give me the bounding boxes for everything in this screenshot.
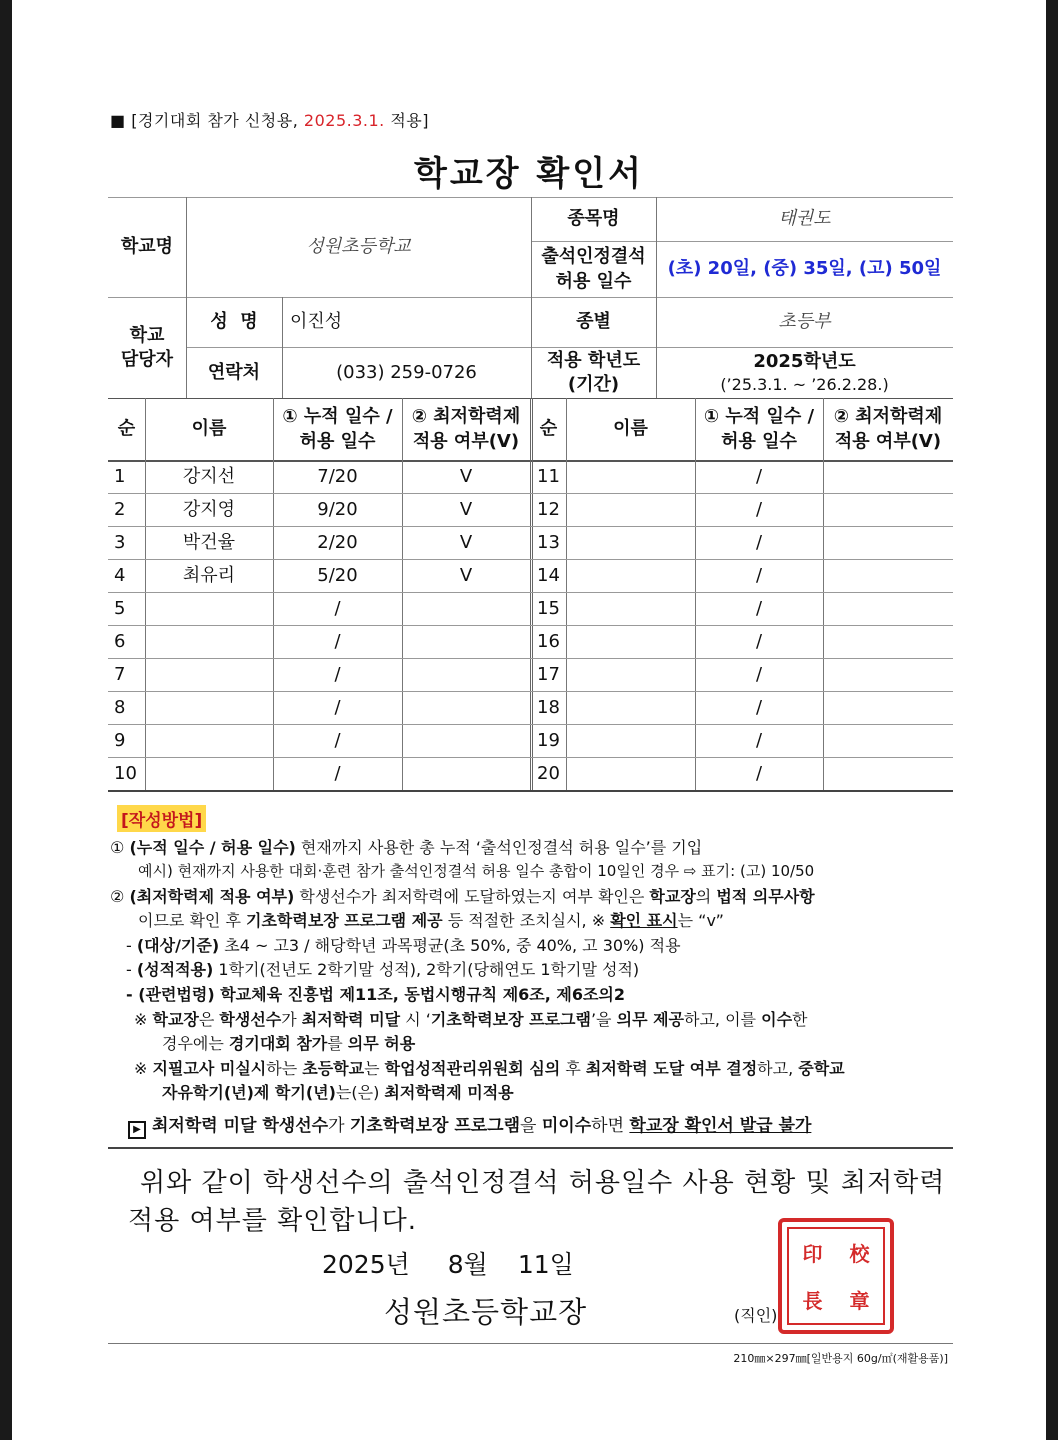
student-check-cell xyxy=(823,527,953,559)
student-no-cell: 10 xyxy=(114,762,137,784)
student-days-cell: / xyxy=(755,630,763,652)
student-check-cell xyxy=(823,461,953,493)
student-name-cell xyxy=(566,758,695,790)
staff-name-label: 성 명 xyxy=(210,311,258,333)
student-name-cell xyxy=(145,659,273,691)
student-name-cell xyxy=(566,461,695,493)
student-check-cell xyxy=(402,626,530,658)
confirm-text-line-1: 위와 같이 학생선수의 출석인정결석 허용일수 사용 현황 및 최저학력 xyxy=(140,1168,946,1198)
student-check-cell xyxy=(402,593,530,625)
student-check-cell: V xyxy=(459,531,473,553)
official-seal xyxy=(778,1218,894,1334)
staff-label: 학교 담당자 xyxy=(120,324,174,370)
guide-warning: ▶ 최저학력 미달 학생선수가 기초학력보장 프로그램을 미이수하면 학교장 확인서 발급 불가 xyxy=(128,1115,811,1139)
student-days-cell: 7/20 xyxy=(317,465,358,487)
guide-note-1: ① (누적 일수 / 허용 일수) 현재까지 사용한 총 누적 ‘출석인정결석 허용 일수’를 기입 xyxy=(110,838,703,857)
student-no-cell: 17 xyxy=(537,663,560,685)
col-header-no: 순 xyxy=(117,418,136,440)
student-check-cell: V xyxy=(459,465,473,487)
student-check-cell xyxy=(402,758,530,790)
col-header-min-academic: ② 최저학력제 적용 여부(V) xyxy=(833,406,943,452)
division-value: 초등부 xyxy=(778,311,831,333)
student-no-cell: 16 xyxy=(537,630,560,652)
col-header-days: ① 누적 일수 / 허용 일수 xyxy=(703,406,815,452)
student-check-cell xyxy=(823,626,953,658)
student-no-cell: 12 xyxy=(537,498,560,520)
seal-char: 長 xyxy=(802,1289,823,1313)
student-name-cell xyxy=(145,692,273,724)
guide-special-2: ※ 지필고사 미실시하는 초등학교는 학업성적관리위원회 심의 후 최저학력 도달 여부 결정하고, 중학교 xyxy=(134,1059,845,1078)
student-name-cell xyxy=(566,692,695,724)
student-no-cell: 13 xyxy=(537,531,560,553)
arrow-box-icon: ▶ xyxy=(128,1121,146,1139)
student-name-cell xyxy=(145,626,273,658)
allowed-days-label: 출석인정결석 허용 일수 xyxy=(541,246,646,292)
student-days-cell: / xyxy=(755,663,763,685)
student-no-cell: 6 xyxy=(114,630,126,652)
student-days-cell: / xyxy=(334,729,341,751)
student-days-cell: / xyxy=(755,597,763,619)
col-header-days: ① 누적 일수 / 허용 일수 xyxy=(282,406,393,452)
col-header-no: 순 xyxy=(539,418,558,440)
student-check-cell xyxy=(823,692,953,724)
student-no-cell: 2 xyxy=(114,498,126,520)
guide-special-1-cont: 경우에는 경기대회 참가를 의무 허용 xyxy=(162,1034,416,1053)
guide-special-2-cont: 자유학기(년)제 학기(년)는(은) 최저학력제 미적용 xyxy=(162,1083,514,1102)
col-header-min-academic: ② 최저학력제 적용 여부(V) xyxy=(411,406,521,452)
student-name-cell: 최유리 xyxy=(182,564,236,586)
student-name-cell xyxy=(566,626,695,658)
student-check-cell xyxy=(823,725,953,757)
guide-target: - (대상/기준) 초4 ~ 고3 / 해당학년 과목평균(초 50%, 중 40%, 고 30%) 적용 xyxy=(126,936,681,955)
guide-note-2: ② (최저학력제 적용 여부) 학생선수가 최저학력에 도달하였는지 여부 확인은 학교장의 법적 의무사항 xyxy=(110,887,815,906)
student-days-cell: 9/20 xyxy=(317,498,358,520)
student-no-cell: 14 xyxy=(537,564,560,586)
student-check-cell xyxy=(823,758,953,790)
student-name-cell xyxy=(566,593,695,625)
student-check-cell: V xyxy=(459,498,473,520)
student-no-cell: 5 xyxy=(114,597,126,619)
student-check-cell xyxy=(402,692,530,724)
student-days-cell: / xyxy=(755,696,763,718)
student-name-cell xyxy=(566,527,695,559)
school-name-label: 학교명 xyxy=(120,236,174,258)
student-name-cell xyxy=(145,725,273,757)
seal-label: (직인) xyxy=(734,1306,778,1325)
student-days-cell: / xyxy=(334,696,341,718)
document-title: 학교장 확인서 xyxy=(414,154,644,194)
guide-law: - (관련법령) 학교체육 진흥법 제11조, 동법시행규칙 제6조, 제6조의2 xyxy=(126,985,626,1004)
student-days-cell: / xyxy=(755,531,763,553)
seal-char: 校 xyxy=(849,1242,870,1266)
division-label: 종별 xyxy=(576,311,611,333)
student-check-cell xyxy=(823,560,953,592)
student-days-cell: / xyxy=(334,663,341,685)
school-year-label: 적용 학년도 (기간) xyxy=(546,349,641,395)
student-days-cell: / xyxy=(334,597,341,619)
student-check-cell: V xyxy=(459,564,473,586)
contact-label: 연락처 xyxy=(207,361,261,383)
confirm-text-line-2: 적용 여부를 확인합니다. xyxy=(128,1206,417,1236)
student-check-cell xyxy=(402,659,530,691)
guide-grade-apply: - (성적적용) 1학기(전년도 2학기말 성적), 2학기(당해연도 1학기말 성적) xyxy=(126,960,640,979)
sport-label: 종목명 xyxy=(567,208,620,230)
col-header-name: 이름 xyxy=(613,418,648,440)
sport-value: 태권도 xyxy=(778,208,831,230)
student-no-cell: 18 xyxy=(537,696,560,718)
student-days-cell: / xyxy=(755,465,763,487)
seal-char: 章 xyxy=(849,1289,870,1313)
guide-title: [작성방법] xyxy=(117,805,206,832)
student-no-cell: 7 xyxy=(114,663,126,685)
student-days-cell: / xyxy=(755,762,763,784)
student-name-cell xyxy=(566,494,695,526)
student-name-cell xyxy=(566,560,695,592)
student-name-cell: 박건율 xyxy=(182,531,236,553)
student-name-cell xyxy=(566,725,695,757)
student-name-cell xyxy=(145,593,273,625)
student-days-cell: 2/20 xyxy=(317,531,358,553)
student-no-cell: 15 xyxy=(537,597,560,619)
student-no-cell: 11 xyxy=(537,465,560,487)
student-days-cell: / xyxy=(334,630,341,652)
student-days-cell: / xyxy=(755,729,763,751)
school-name-value: 성원초등학교 xyxy=(306,236,411,258)
seal-char: 印 xyxy=(802,1242,823,1266)
student-name-cell: 강지영 xyxy=(182,498,236,520)
allowed-days-value: (초) 20일, (중) 35일, (고) 50일 xyxy=(667,258,942,280)
student-no-cell: 20 xyxy=(537,762,560,784)
student-no-cell: 8 xyxy=(114,696,126,718)
student-name-cell xyxy=(566,659,695,691)
student-no-cell: 9 xyxy=(114,729,126,751)
student-check-cell xyxy=(823,593,953,625)
student-no-cell: 19 xyxy=(537,729,560,751)
contact-value: (033) 259-0726 xyxy=(336,361,477,383)
guide-note-1-example: 예시) 현재까지 사용한 대회·훈련 참가 출석인정결석 허용 일수 총합이 10일인 경우 ⇨ 표기: (고) 10/50 xyxy=(138,862,815,880)
student-no-cell: 1 xyxy=(114,465,126,487)
student-name-cell: 강지선 xyxy=(182,465,236,487)
student-no-cell: 3 xyxy=(114,531,126,553)
paper-size-footer: 210㎜×297㎜[일반용지 60g/㎡(재활용품)] xyxy=(733,1352,948,1365)
col-header-name: 이름 xyxy=(191,418,227,440)
student-check-cell xyxy=(402,725,530,757)
guide-note-2-cont: 이므로 확인 후 기초학력보장 프로그램 제공 등 적절한 조치실시, ※ 확인 표시는 “v” xyxy=(138,911,724,930)
staff-name-value: 이진성 xyxy=(290,311,343,333)
form-header-tag: ■ [경기대회 참가 신청용, 2025.3.1. 적용] xyxy=(110,111,429,130)
principal-name: 성원초등학교장 xyxy=(384,1295,588,1329)
student-name-cell xyxy=(145,758,273,790)
student-days-cell: 5/20 xyxy=(317,564,358,586)
confirm-date: 2025년 8월 11일 xyxy=(322,1250,574,1279)
guide-special-1: ※ 학교장은 학생선수가 최저학력 미달 시 ‘기초학력보장 프로그램’을 의무 제공하고, 이를 이수한 xyxy=(134,1010,808,1029)
student-days-cell: / xyxy=(755,498,763,520)
student-check-cell xyxy=(823,494,953,526)
student-days-cell: / xyxy=(755,564,763,586)
school-year-value: 2025학년도 (’25.3.1. ~ ’26.2.28.) xyxy=(720,351,889,395)
student-days-cell: / xyxy=(334,762,341,784)
student-no-cell: 4 xyxy=(114,564,126,586)
student-check-cell xyxy=(823,659,953,691)
